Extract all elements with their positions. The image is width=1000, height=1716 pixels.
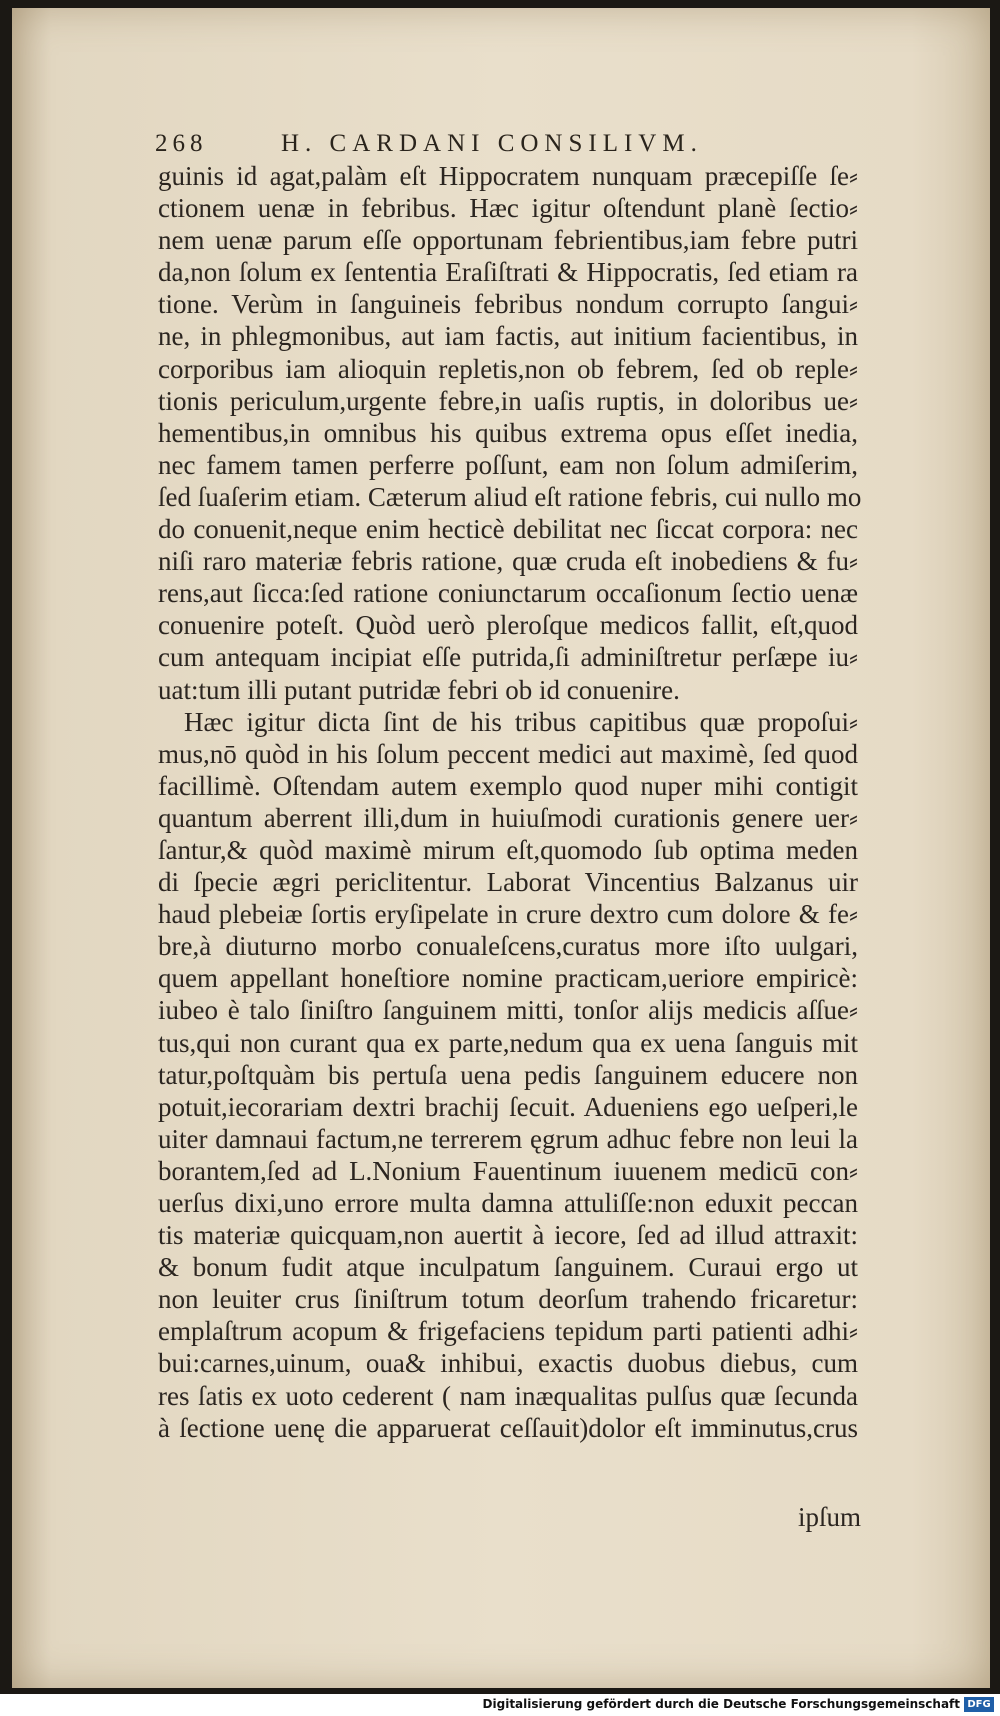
text-line: niſi raro materiæ febris ratione, quæ cruda eſt inobediens & fu⸗ — [158, 546, 858, 577]
text-line: guinis id agat,palàm eſt Hippocratem nunquam præcepiſſe ſe⸗ — [158, 161, 858, 191]
funding-credit: Digitalisierung gefördert durch die Deutsche Forschungsgemeinschaft — [482, 1697, 960, 1711]
text-line: ſed ſuaſerim etiam. Cæterum aliud eſt ratione febris, cui nullo mo — [158, 481, 862, 512]
text-line: tionis periculum,urgente febre,in uaſis ruptis, in doloribus ue⸗ — [158, 385, 858, 416]
text-line: cum antequam incipiat eſſe putrida,ſi adminiſtretur perſæpe iu⸗ — [158, 642, 858, 673]
text-line: nem uenæ parum eſſe opportunam febrientibus,iam febre putri — [158, 225, 858, 256]
text-line: non leuiter crus ſiniſtrum totum deorſum trahendo fricaretur: — [158, 1284, 858, 1315]
text-line: iubeo è talo ſiniſtro ſanguinem mitti, tonſor alijs medicis aſſue⸗ — [158, 995, 858, 1026]
text-line: di ſpecie ægri periclitentur. Laborat Vincentius Balzanus uir — [158, 867, 858, 898]
body-text — [158, 160, 862, 1444]
text-line: Hæc igitur dicta ſint de his tribus capitibus quæ propoſui⸗ — [184, 706, 858, 737]
text-line: tis materiæ quicquam,non auertit à iecore, ſed ad illud attraxit: — [158, 1220, 858, 1251]
text-line: tatur,poſtquàm bis pertuſa uena pedis ſanguinem educere non — [158, 1059, 858, 1090]
text-line: à ſectione uenę die apparuerat ceſſauit)dolor eſt imminutus,crus — [158, 1412, 858, 1443]
text-line: potuit,iecorariam dextri brachij ſecuit. Adueniens ego ueſperi,le — [158, 1091, 858, 1122]
text-line: borantem,ſed ad L.Nonium Fauentinum iuuenem medicū con⸗ — [158, 1155, 858, 1186]
text-line: quem appellant honeſtiore nomine practicam,ueriore empiricè: — [158, 963, 858, 994]
text-line: da,non ſolum ex ſententia Eraſiſtrati & Hippocratis, ſed etiam ra — [158, 257, 858, 288]
text-line: nec famem tamen perferre poſſunt, eam non ſolum admiſerim, — [158, 449, 858, 480]
footer-bar — [0, 1694, 1000, 1716]
page-number: 268 — [155, 130, 208, 157]
dfg-logo-icon: DFG — [964, 1697, 994, 1712]
text-line: ne, in phlegmonibus, aut iam factis, aut initium facientibus, in — [158, 321, 858, 352]
text-line: bui:carnes,uinum, oua& inhibui, exactis duobus diebus, cum — [158, 1348, 858, 1379]
catchword: ipſum — [798, 1502, 862, 1532]
text-line: emplaſtrum acopum & frigefaciens tepidum parti patienti adhi⸗ — [158, 1316, 858, 1347]
running-head — [155, 130, 835, 164]
text-line: res ſatis ex uoto cederent ( nam inæqualitas pulſus quæ ſecunda — [158, 1380, 858, 1411]
text-line: quantum aberrent illi,dum in huiuſmodi curationis genere uer⸗ — [158, 802, 858, 833]
text-line: bre,à diuturno morbo conualeſcens,curatus more iſto uulgari, — [158, 931, 858, 962]
running-title: H. CARDANI CONSILIVM. — [281, 130, 703, 157]
text-line: uerſus dixi,uno errore multa damna attuliſſe:non eduxit peccan — [158, 1188, 858, 1218]
text-line: & bonum fudit atque inculpatum ſanguinem. Curaui ergo ut — [158, 1252, 858, 1283]
text-line: uiter damnaui factum,ne terrerem ęgrum adhuc febre non leui la — [158, 1123, 858, 1154]
text-line: haud plebeiæ ſortis eryſipelate in crure dextro cum dolore & fe⸗ — [158, 899, 858, 930]
text-line: conuenire poteſt. Quòd uerò pleroſque medicos fallit, eſt,quod — [158, 610, 858, 641]
text-line: corporibus iam alioquin repletis,non ob febrem, ſed ob reple⸗ — [158, 353, 858, 384]
text-line: ctionem uenæ in febribus. Hæc igitur oſtendunt planè ſectio⸗ — [158, 193, 858, 224]
text-line: tione. Verùm in ſanguineis febribus nondum corrupto ſangui⸗ — [158, 289, 858, 320]
text-line: tus,qui non curant qua ex parte,nedum qua ex uena ſanguis mit — [158, 1027, 858, 1058]
text-line: hementibus,in omnibus his quibus extrema opus eſſet inedia, — [158, 417, 858, 448]
text-line: do conuenit,neque enim hecticè debilitat nec ſiccat corpora: nec — [158, 514, 858, 545]
text-line: ſantur,& quòd maximè mirum eſt,quomodo ſub optima meden — [158, 834, 858, 865]
text-line: facillimè. Oſtendam autem exemplo quod nuper mihi contigit — [158, 770, 858, 801]
text-line: rens,aut ſicca:ſed ratione coniunctarum occaſionum ſectio uenæ — [158, 578, 858, 609]
text-line: mus,nō quòd in his ſolum peccent medici aut maximè, ſed quod — [158, 738, 858, 769]
text-line: uat:tum illi putant putridæ febri ob id conuenire. — [158, 674, 680, 705]
